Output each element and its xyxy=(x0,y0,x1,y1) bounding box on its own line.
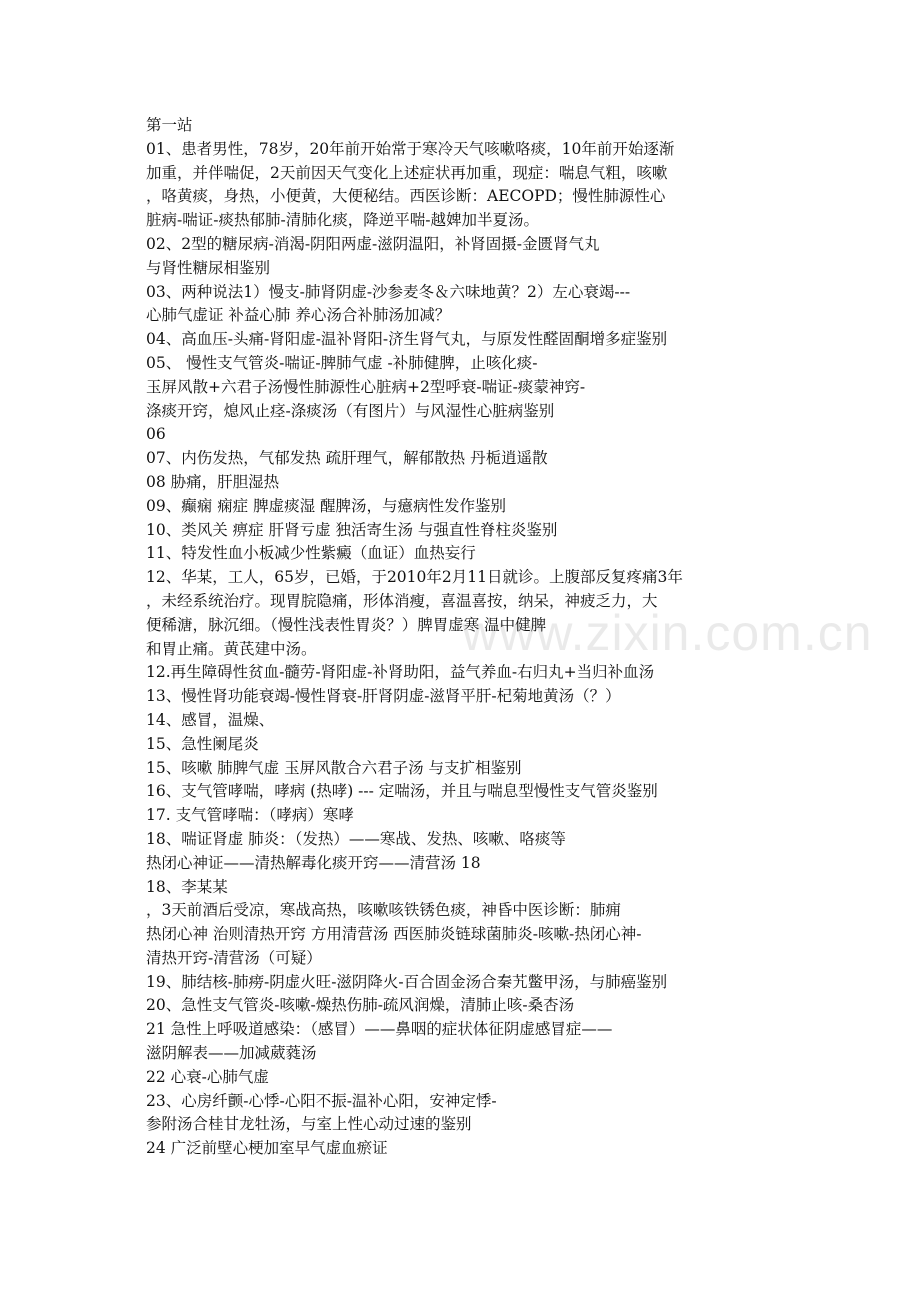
text-line: 18、李某某 xyxy=(146,877,228,896)
text-line: 17. 支气管哮喘：（哮病）寒哮 xyxy=(146,806,354,825)
text-line: 15、急性阑尾炎 xyxy=(146,734,259,753)
text-line: 热闭心神 治则清热开窍 方用清营汤 西医肺炎链球菌肺炎-咳嗽-热闭心神- xyxy=(146,925,642,944)
text-line: 16、支气管哮喘，哮病 (热哮) --- 定喘汤，并且与喘息型慢性支气管炎鉴别 xyxy=(146,782,658,801)
text-line: 12、华某，工人，65岁，已婚，于2010年2月11日就诊。上腹部反复疼痛3年 xyxy=(146,568,683,587)
text-line: 01、患者男性，78岁，20年前开始常于寒冷天气咳嗽咯痰，10年前开始逐渐 xyxy=(146,139,675,158)
text-line: 12.再生障碍性贫血-髓劳-肾阳虚-补肾助阳，益气养血-右归丸+当归补血汤 xyxy=(146,663,655,682)
text-line: 10、类风关 痹症 肝肾亏虚 独活寄生汤 与强直性脊柱炎鉴别 xyxy=(146,520,558,539)
text-line: ，未经系统治疗。现胃脘隐痛，形体消瘦，喜温喜按，纳呆，神疲乏力，大 xyxy=(146,591,658,610)
text-line: 和胃止痛。黄芪建中汤。 xyxy=(146,639,317,658)
text-line: 03、两种说法1）慢支-肺肾阴虚-沙参麦冬＆六味地黄？2）左心衰竭--- xyxy=(146,282,631,301)
text-line: 清热开窍-清营汤（可疑） xyxy=(146,948,322,967)
text-line: 脏病-喘证-痰热郁肺-清肺化痰，降逆平喘-越婢加半夏汤。 xyxy=(146,211,539,230)
text-line: 06 xyxy=(146,425,166,444)
text-line: 热闭心神证——清热解毒化痰开窍——清营汤 18 xyxy=(146,853,481,872)
text-line: 24 广泛前壁心梗加室早气虚血瘀证 xyxy=(146,1139,388,1158)
text-line: 08 胁痛，肝胆湿热 xyxy=(146,472,280,491)
text-line: 与肾性糖尿相鉴别 xyxy=(146,258,271,277)
text-line: 19、肺结核-肺痨-阴虚火旺-滋阴降火-百合固金汤合秦艽鳖甲汤，与肺癌鉴别 xyxy=(146,972,668,991)
text-line: 20、急性支气管炎-咳嗽-燥热伤肺-疏风润燥，清肺止咳-桑杏汤 xyxy=(146,996,575,1015)
text-line: 涤痰开窍，熄风止痉-涤痰汤（有图片）与风湿性心脏病鉴别 xyxy=(146,401,555,420)
text-line: 参附汤合桂甘龙牡汤，与室上性心动过速的鉴别 xyxy=(146,1115,472,1134)
text-line: 21 急性上呼吸道感染：（感冒）——鼻咽的症状体征阴虚感冒症—— xyxy=(146,1020,613,1039)
text-line: ，3天前酒后受凉，寒战高热，咳嗽咳铁锈色痰，神昏中医诊断：肺痈 xyxy=(146,901,621,920)
text-line: 14、感冒，温燥、 xyxy=(146,710,275,729)
text-line: 15、咳嗽 肺脾气虚 玉屏风散合六君子汤 与支扩相鉴别 xyxy=(146,758,522,777)
watermark: www.zixin.com.cn xyxy=(462,605,873,661)
text-line: 玉屏风散+六君子汤慢性肺源性心脏病+2型呼衰-喘证-痰蒙神窍- xyxy=(146,377,586,396)
text-line: 04、高血压-头痛-肾阳虚-温补肾阳-济生肾气丸，与原发性醛固酮增多症鉴别 xyxy=(146,330,668,349)
text-line: 心肺气虚证 补益心肺 养心汤合补肺汤加减？ xyxy=(146,306,451,325)
text-line: 11、特发性血小板减少性紫癜（血证）血热妄行 xyxy=(146,544,476,563)
text-line: 滋阴解表——加减葳蕤汤 xyxy=(146,1044,317,1063)
text-line: 加重，并伴喘促，2天前因天气变化上述症状再加重，现症：喘息气粗，咳嗽 xyxy=(146,163,668,182)
text-line: 09、癫痫 痫症 脾虚痰湿 醒脾汤，与癔病性发作鉴别 xyxy=(146,496,507,515)
text-line: 07、内伤发热，气郁发热 疏肝理气，解郁散热 丹栀逍遥散 xyxy=(146,449,548,468)
text-line: 18、喘证肾虚 肺炎：（发热）——寒战、发热、咳嗽、咯痰等 xyxy=(146,829,566,848)
text-line: 13、慢性肾功能衰竭-慢性肾衰-肝肾阴虚-滋肾平肝-杞菊地黄汤（？） xyxy=(146,687,621,706)
text-line: 便稀溏，脉沉细。（慢性浅表性胃炎？）脾胃虚寒 温中健脾 xyxy=(146,615,547,634)
text-line: 02、2型的糖尿病-消渴-阴阳两虚-滋阴温阳，补肾固摄-金匮肾气丸 xyxy=(146,234,600,253)
text-line: ，咯黄痰，身热，小便黄，大便秘结。西医诊断：AECOPD；慢性肺源性心 xyxy=(146,187,666,206)
text-line: 22 心衰-心肺气虚 xyxy=(146,1067,269,1086)
text-line: 05、 慢性支气管炎-喘证-脾肺气虚 -补肺健脾，止咳化痰- xyxy=(146,353,538,372)
document-body xyxy=(146,114,786,1161)
section-heading: 第一站 xyxy=(146,116,193,134)
text-line: 23、心房纤颤-心悸-心阳不振-温补心阳，安神定悸- xyxy=(146,1091,497,1110)
